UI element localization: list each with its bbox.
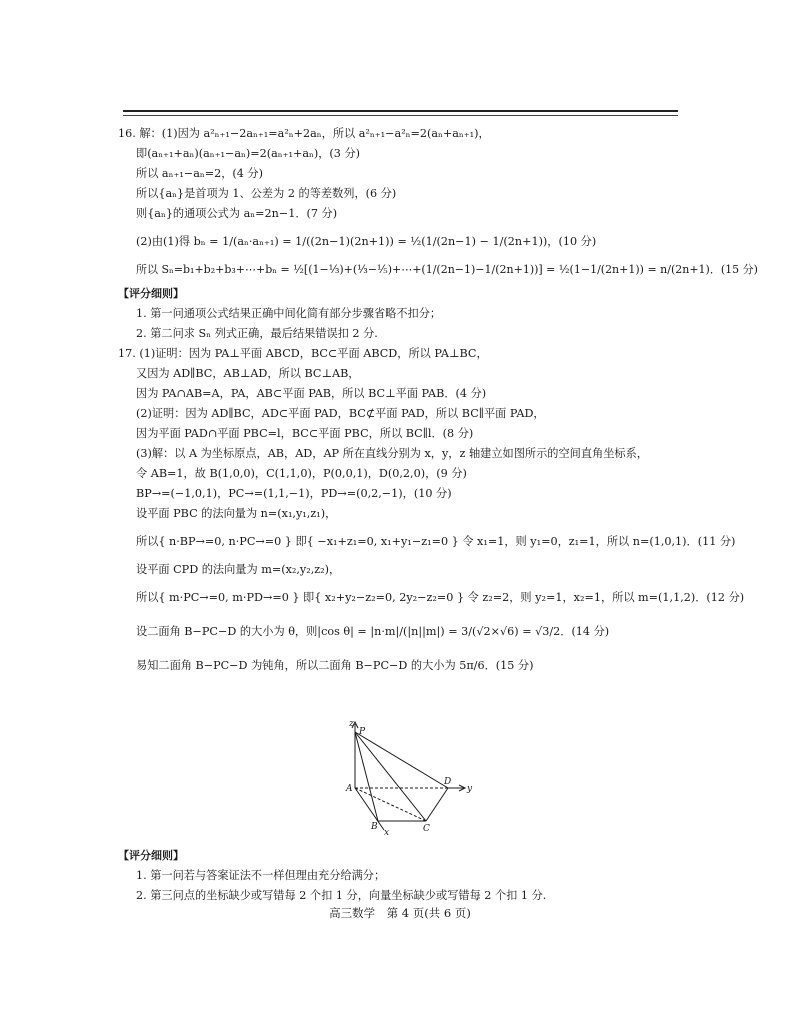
rubric17-item-1: 1. 第一问若与答案证法不一样但理由充分给满分； [136,869,386,882]
q17-line-9: 设平面 PBC 的法向量为 n=(x₁,y₁,z₁)， [136,507,337,520]
label-x: x [384,828,390,836]
q17-line-3: 因为 PA∩AB=A，PA，AB⊂平面 PAB，所以 BC⊥平面 PAB．(4 分) [136,387,487,400]
rubric17-block [118,842,683,906]
edge-pd [355,732,448,788]
rubric17-heading: 【评分细则】 [118,849,184,862]
q16-line-3: 所以 aₙ₊₁−aₙ=2，(4 分) [136,167,263,180]
label-b: B [371,822,378,832]
q16-line-7: 所以 Sₙ=b₁+b₂+b₃+⋯+bₙ = ½[(1−⅓)+(⅓−⅕)+⋯+(1/(2n−1)−1/(2n+1))] = ½(1−1/(2n+1)) = n/(2n+1)．(15 分) [136,263,758,276]
q17-line-10: 所以{ n·BP→=0, n·PC→=0 } 即{ −x₁+z₁=0, x₁+y₁−z₁=0 } 令 x₁=1，则 y₁=0，z₁=1，所以 n=(1,0,1)．(11 分) [136,535,736,548]
q17-line-6: (3)解：以 A 为坐标原点，AB，AD，AP 所在直线分别为 x，y，z 轴建立如图所示的空间直角坐标系， [136,447,648,460]
header-rule-thin [123,115,678,116]
q16-line-1: 16. 解：(1)因为 a²ₙ₊₁−2aₙ₊₁=a²ₙ+2aₙ，所以 a²ₙ₊₁−a²ₙ=2(aₙ+aₙ₊₁)， [118,127,490,140]
q17-line-4: (2)证明：因为 AD∥BC，AD⊂平面 PAD，BC⊄平面 PAD，所以 BC∥平面 PAD， [136,407,545,420]
edge-pc [355,732,426,821]
label-y: y [467,784,473,794]
label-d: D [444,777,452,787]
q17-line-11: 设平面 CPD 的法向量为 m=(x₂,y₂,z₂)， [136,563,341,576]
q17-line-8: BP→=(−1,0,1)，PC→=(1,1,−1)，PD→=(0,2,−1)，(10 分) [136,487,452,500]
q17-line-5: 因为平面 PAD∩平面 PBC=l，BC⊂平面 PBC，所以 BC∥l．(8 分) [136,427,474,440]
q16-line-5: 则{aₙ}的通项公式为 aₙ=2n−1．(7 分) [136,207,338,220]
q17-line-12: 所以{ m·PC→=0, m·PD→=0 } 即{ x₂+y₂−z₂=0, 2y₂−z₂=0 } 令 z₂=2，则 y₂=1，x₂=1，所以 m=(1,1,2)．(12 分) [136,591,745,604]
q17-line-13: 设二面角 B−PC−D 的大小为 θ，则|cos θ| = |n·m|/(|n||m|) = 3/(√2×√6) = √3/2．(14 分) [136,625,610,638]
q16-line-6: (2)由(1)得 bₙ = 1/(aₙ·aₙ₊₁) = 1/((2n−1)(2n+1)) = ½(1/(2n−1) − 1/(2n+1))，(10 分) [136,235,597,248]
label-c: C [423,824,430,834]
label-a: A [346,784,353,794]
rubric16-item-1: 1. 第一问通项公式结果正确中间化简有部分步骤省略不扣分； [136,307,442,320]
edge-pb [355,732,378,821]
rubric16-item-2: 2. 第二问求 Sₙ 列式正确，最后结果错误扣 2 分. [136,327,378,340]
q17-line-1: 17. (1)证明：因为 PA⊥平面 ABCD，BC⊂平面 ABCD，所以 PA⊥BC， [118,347,488,360]
header-rule-thick [123,110,678,112]
label-z: z [349,719,354,729]
q17-line-14: 易知二面角 B−PC−D 为钝角，所以二面角 B−PC−D 的大小为 5π/6．(15 分) [136,659,534,672]
q16-line-4: 所以{aₙ}是首项为 1、公差为 2 的等差数列，(6 分) [136,187,397,200]
rubric17-item-2: 2. 第三问点的坐标缺少或写错每 2 个扣 1 分，向量坐标缺少或写错每 2 个扣 1 分. [136,889,547,902]
page-footer: 高三数学 第 4 页(共 6 页) [329,906,471,920]
q17-line-7: 令 AB=1，故 B(1,0,0)，C(1,1,0)，P(0,0,1)，D(0,2,0)，(9 分) [136,467,467,480]
q16-line-2: 即(aₙ₊₁+aₙ)(aₙ₊₁−aₙ)=2(aₙ₊₁+aₙ)，(3 分) [136,147,360,160]
rubric16-heading: 【评分细则】 [118,287,184,300]
edge-ac [355,788,426,821]
label-p: P [359,727,366,737]
edge-cd [426,788,448,821]
q17-line-2: 又因为 AD∥BC，AB⊥AD，所以 BC⊥AB， [136,367,360,380]
answer-body [118,124,758,676]
coordinate-figure [340,718,480,836]
